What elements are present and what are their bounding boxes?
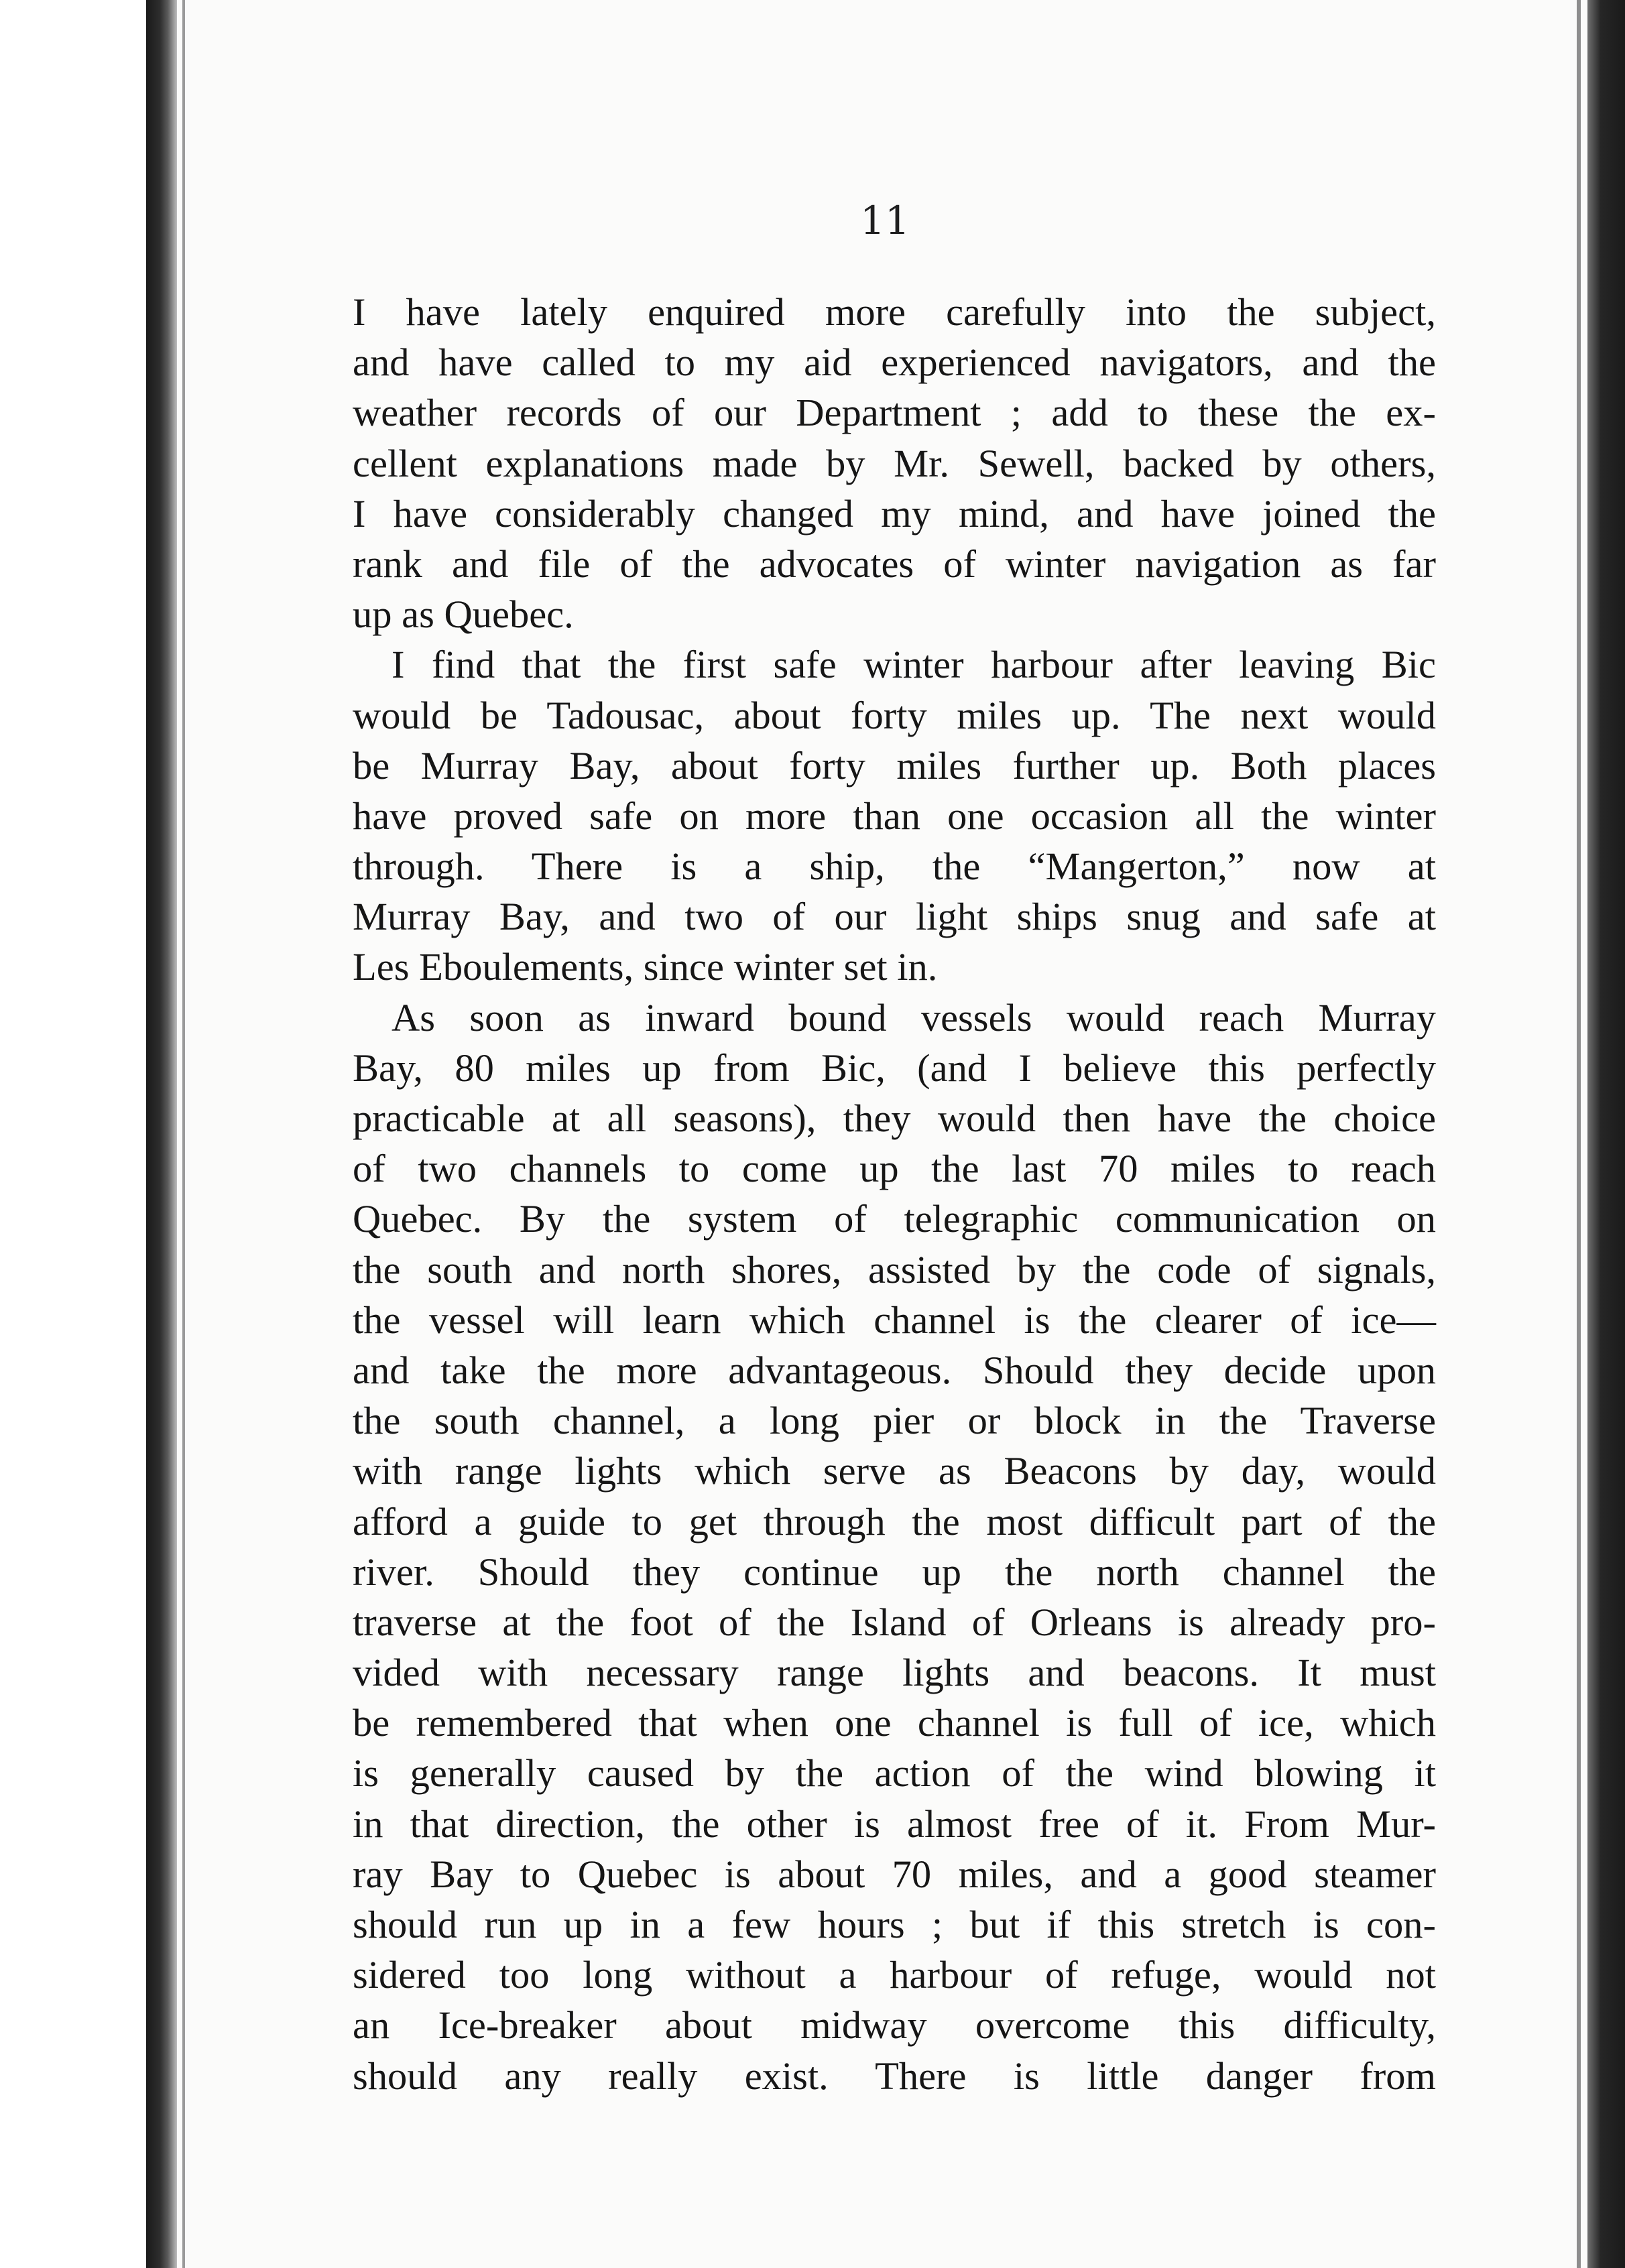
text-line: Bay, 80 miles up from Bic, (and I believe this perfectly (353, 1046, 1436, 1090)
text-line: ray Bay to Quebec is about 70 miles, and a good steamer (353, 1852, 1436, 1896)
body-text (353, 287, 1436, 2101)
text-line: and take the more advantageous. Should they decide upon (353, 1348, 1436, 1392)
text-line: Les Eboulements, since winter set in. (353, 945, 938, 989)
text-line: be remembered that when one channel is full of ice, which (353, 1701, 1436, 1745)
text-line: be Murray Bay, about forty miles further up. Both places (353, 743, 1436, 788)
text-line: vided with necessary range lights and beacons. It must (353, 1651, 1436, 1695)
text-line: with range lights which serve as Beacons by day, would (353, 1449, 1436, 1493)
text-line: I have considerably changed my mind, and have joined the (353, 491, 1436, 536)
binding-edge-right (1587, 0, 1625, 2268)
text-line: and have called to my aid experienced navigators, and the (353, 340, 1436, 385)
text-line: up as Quebec. (353, 592, 574, 637)
text-line: through. There is a ship, the “Mangerton,” now at (353, 844, 1436, 889)
text-line: the south channel, a long pier or block in the Traverse (353, 1399, 1436, 1443)
text-line: rank and file of the advocates of winter navigation as far (353, 542, 1436, 586)
paragraph-3 (353, 993, 1436, 2101)
left-margin (0, 0, 146, 2268)
text-line: in that direction, the other is almost free of it. From Mur- (353, 1802, 1436, 1846)
text-line: I have lately enquired more carefully into the subject, (353, 290, 1436, 334)
text-line: would be Tadousac, about forty miles up. The next would (353, 693, 1436, 737)
text-line: cellent explanations made by Mr. Sewell, backed by others, (353, 441, 1436, 485)
paragraph-2 (353, 639, 1436, 992)
text-line: Murray Bay, and two of our light ships snug and safe at (353, 895, 1436, 939)
page-edge-line-right (1577, 0, 1581, 2268)
binding-edge-left (146, 0, 177, 2268)
text-line: practicable at all seasons), they would then have the choice (353, 1096, 1436, 1140)
paragraph-1 (353, 287, 1436, 639)
text-line: As soon as inward bound vessels would reach Murray (392, 995, 1436, 1040)
text-line: an Ice-breaker about midway overcome this difficulty, (353, 2003, 1436, 2048)
text-line: afford a guide to get through the most difficult part of the (353, 1499, 1436, 1544)
text-line: weather records of our Department ; add to these the ex- (353, 391, 1436, 435)
text-line: have proved safe on more than one occasion all the winter (353, 794, 1436, 838)
text-line: sidered too long without a harbour of refuge, would not (353, 1953, 1436, 1997)
text-line: Quebec. By the system of telegraphic communication on (353, 1197, 1436, 1241)
text-line: the vessel will learn which channel is the clearer of ice— (353, 1298, 1436, 1342)
text-line: should run up in a few hours ; but if this stretch is con- (353, 1903, 1436, 1946)
binding-line-left (182, 0, 185, 2268)
page-number: 11 (860, 198, 910, 243)
text-line: should any really exist. There is little danger from (353, 2054, 1436, 2098)
text-line: river. Should they continue up the north channel the (353, 1550, 1436, 1594)
text-line: of two channels to come up the last 70 miles to reach (353, 1147, 1436, 1191)
text-line: the south and north shores, assisted by the code of signals, (353, 1247, 1436, 1292)
text-line: I find that the first safe winter harbour after leaving Bic (392, 643, 1436, 687)
text-line: traverse at the foot of the Island of Orleans is already pro- (353, 1600, 1436, 1644)
text-line: is generally caused by the action of the wind blowing it (353, 1751, 1436, 1796)
